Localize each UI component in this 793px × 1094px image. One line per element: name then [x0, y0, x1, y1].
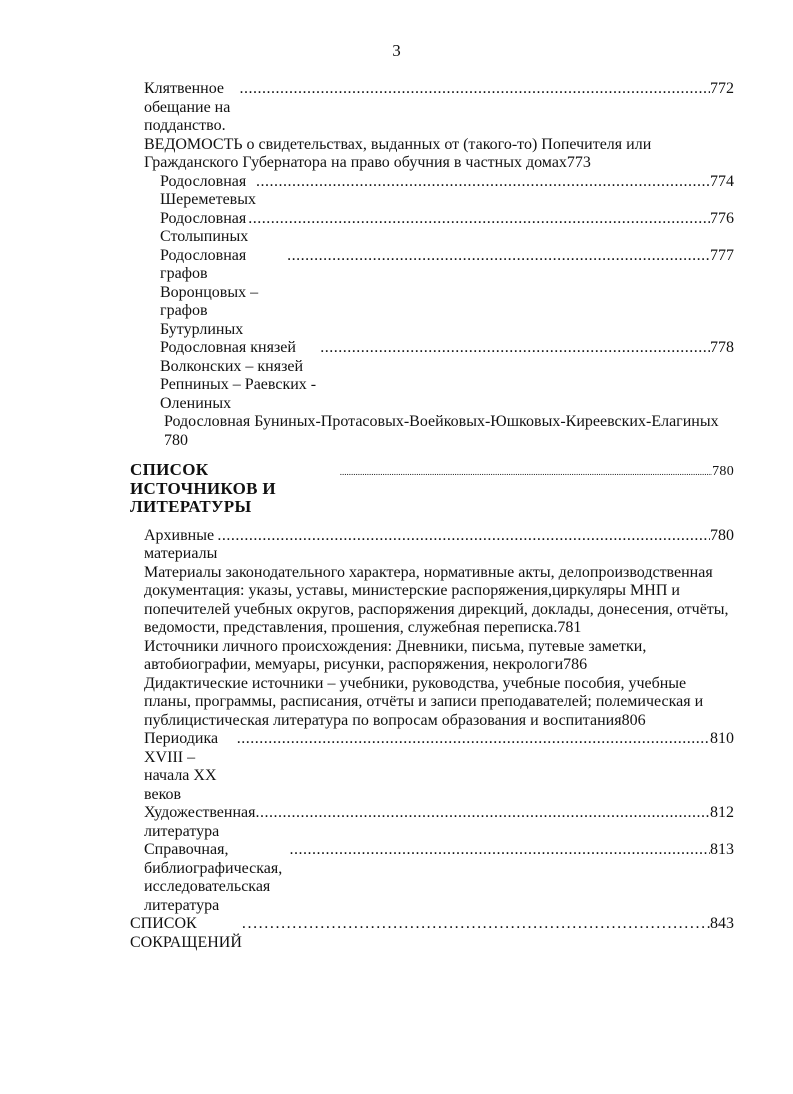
- toc-entry-oath[interactable]: [130, 80, 734, 136]
- toc-entry-line: Материалы законодательного характера, нормативные акты, делопроизводственная: [144, 563, 713, 581]
- toc-page-number: 780: [164, 431, 188, 449]
- dot-leader: [240, 80, 710, 99]
- section-heading: СПИСОК СОКРАЩЕНИЙ: [130, 915, 242, 951]
- dot-leader: [290, 841, 710, 860]
- dot-leader: [242, 915, 710, 934]
- toc-entry-text: Художественная литература: [144, 804, 256, 840]
- toc-page-number: 786: [563, 656, 588, 673]
- toc-entry-line: Источники личного происхождения: Дневники, письма, путевые заметки,: [144, 637, 647, 655]
- dot-leader: [256, 173, 710, 192]
- dot-leader: [320, 339, 710, 358]
- toc-heading-abbreviations[interactable]: [130, 915, 734, 952]
- toc-page-number: 813: [710, 841, 734, 858]
- dot-leader: [255, 804, 710, 823]
- page-number: 3: [392, 41, 401, 60]
- toc-entry-text: Периодика XVIII – начала XX веков: [144, 730, 219, 803]
- toc-page-number: 776: [710, 209, 734, 227]
- toc-page-number: 772: [710, 80, 734, 97]
- table-of-contents: [130, 80, 734, 952]
- toc-entry-line: публицистическая литература по вопросам образования и воспитания: [144, 711, 622, 729]
- toc-page-number: 774: [710, 172, 734, 190]
- toc-entry-line: попечителей учебных округов, распоряжения дирекций, доклады, донесения, отчёты,: [144, 600, 729, 618]
- dot-leader: [340, 463, 712, 482]
- toc-page-number: 780: [710, 526, 734, 544]
- toc-entry-personal[interactable]: [130, 638, 734, 675]
- toc-entry-text: Родословная графов Воронцовых – графов Бутурлиных: [160, 246, 259, 338]
- toc-entry-periodicals[interactable]: [130, 730, 734, 804]
- toc-entry-text: Родословная Шереметевых: [160, 172, 256, 208]
- toc-page-number: 773: [566, 154, 591, 171]
- toc-entry-genealogy-long[interactable]: [130, 413, 734, 450]
- dot-leader: [217, 527, 710, 546]
- toc-heading-sources[interactable]: [130, 461, 734, 517]
- toc-page-number: 777: [710, 246, 734, 264]
- toc-page-number: 810: [710, 730, 734, 747]
- dot-leader: [248, 210, 710, 229]
- toc-entry-text: Клятвенное обещание на подданство.: [144, 80, 231, 134]
- toc-page-number: 812: [710, 804, 734, 821]
- toc-entry-line: Дидактические источники – учебники, руководства, учебные пособия, учебные: [144, 674, 687, 692]
- toc-entry-reference[interactable]: [130, 841, 734, 915]
- toc-entry-line: ведомости, представления, прошения, служебная переписка.: [144, 619, 558, 636]
- toc-entry-genealogy[interactable]: [130, 173, 734, 210]
- toc-page-number: 781: [557, 619, 582, 636]
- toc-page-number: 780: [712, 464, 734, 479]
- dot-leader: [287, 247, 710, 266]
- toc-entry-line: Гражданского Губернатора на право обучния в частных домах: [144, 154, 567, 171]
- toc-entry-archival[interactable]: [130, 527, 734, 564]
- toc-page-number: 806: [621, 711, 646, 729]
- toc-entry-genealogy[interactable]: [130, 210, 734, 247]
- dot-leader: [237, 730, 710, 749]
- toc-page-number: 778: [710, 339, 734, 356]
- toc-entry-line: Родословная Буниных-Протасовых-Воейковых-Юшковых-Киреевских-Елагиных: [164, 413, 719, 430]
- toc-entry-genealogy[interactable]: [130, 247, 734, 340]
- toc-entry-text: Справочная, библиографическая, исследовательская литература: [144, 841, 283, 914]
- toc-entry-line: ВЕДОМОСТЬ о свидетельствах, выданных от (такого-то) Попечителя или: [144, 135, 652, 153]
- toc-entry-legislative[interactable]: [130, 564, 734, 638]
- toc-entry-didactic[interactable]: [130, 675, 734, 731]
- toc-entry-line: документация: указы, уставы, министерские распоряжения,циркуляры МНП и: [144, 582, 680, 599]
- toc-entry-fiction[interactable]: [130, 804, 734, 841]
- toc-entry-vedomost[interactable]: [130, 136, 734, 173]
- toc-entry-line: автобиографии, мемуары, рисунки, распоряжения, некрологи: [144, 656, 564, 673]
- section-heading: СПИСОК ИСТОЧНИКОВ И ЛИТЕРАТУРЫ: [130, 460, 276, 516]
- toc-page-number: 843: [710, 915, 734, 932]
- toc-entry-genealogy[interactable]: [130, 339, 734, 413]
- toc-entry-text: Родословная Столыпиных: [160, 209, 249, 245]
- toc-entry-text: Родословная князей Волконских – князей Репниных – Раевских - Олениных: [160, 339, 317, 412]
- toc-entry-text: Архивные материалы: [144, 526, 218, 562]
- toc-entry-line: планы, программы, расписания, отчёты и записи преподавателей; полемическая и: [144, 693, 704, 710]
